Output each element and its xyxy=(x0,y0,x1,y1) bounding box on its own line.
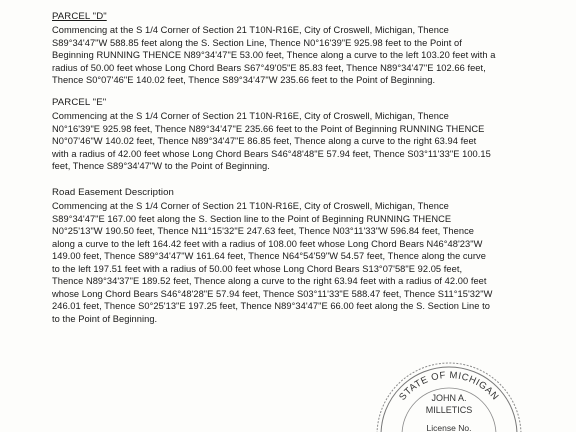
road-easement-line: N0°25'13"W 190.50 feet, Thence N11°15'32"E 247.63 feet, Thence N03°11'33"W 596.84 feet, Thence xyxy=(52,226,475,236)
parcel-e-line: with a radius of 42.00 feet whose Long Chord Bears S46°48'48"E 57.94 feet, Thence S03°11'33"E 100.15 xyxy=(52,148,491,159)
parcel-d-line: S89°34'47"W 588.85 feet along the S. Section Line, Thence N0°16'39"E 925.98 feet to the Point of xyxy=(52,37,462,48)
seal-state-text: STATE OF MICHIGAN xyxy=(397,369,501,403)
parcel-e-heading: PARCEL "E" xyxy=(52,97,107,108)
road-easement-description xyxy=(52,200,552,325)
road-easement-line: 149.00 feet, Thence S89°34'47"W 161.64 feet, Thence N64°54'59"W 54.57 feet, Thence along the curve xyxy=(52,251,486,261)
surveyor-seal xyxy=(374,360,524,432)
seal-graphic xyxy=(374,360,524,432)
parcel-d-line: Beginning RUNNING THENCE N89°34'47"E 53.00 feet, Thence along a curve to the left 103.20 feet with a xyxy=(52,50,496,60)
road-easement-line: Commencing at the S 1/4 Corner of Section 21 T10N-R16E, City of Croswell, Michigan, Thence xyxy=(52,201,449,211)
parcel-d-description xyxy=(52,24,552,87)
seal-license-label: License No. xyxy=(426,423,472,432)
road-easement-line: Thence N89°34'37"E 189.52 feet, Thence along a curve to the right 63.94 feet with a radius of 42.00 feet xyxy=(52,276,487,286)
road-easement-line: 246.01 feet, Thence S0°25'13"E 197.25 feet, Thence N89°34'47"E 66.00 feet along the S. Section Line to xyxy=(52,301,490,311)
road-easement-line: S89°34'47"E 167.00 feet along the S. Section line to the Point of Beginning RUNNING THENCE xyxy=(52,213,452,224)
parcel-d-line: radius of 50.00 feet whose Long Chord Bears S67°49'05"E 85.83 feet, Thence N89°34'47"E 102.66 feet, xyxy=(52,62,486,73)
road-easement-line: whose Long Chord Bears S46°48'28"E 57.94 feet, Thence S03°11'33"E 588.47 feet, Thence S11°15'32"W xyxy=(52,288,493,299)
parcel-e-line: Commencing at the S 1/4 Corner of Section 21 T10N-R16E, City of Croswell, Michigan, Thence xyxy=(52,111,449,121)
parcel-e-line: N0°07'46"W 140.02 feet, Thence N89°34'47"E 86.85 feet, Thence along a curve to the right 63.94 feet xyxy=(52,136,477,146)
parcel-d-heading: PARCEL "D" xyxy=(52,11,107,22)
seal-name-line2: MILLETICS xyxy=(425,405,473,415)
parcel-e-line: N0°16'39"E 925.98 feet, Thence N89°34'47"E 235.66 feet to the Point of Beginning RUNNING THENCE xyxy=(52,123,485,134)
parcel-e-description xyxy=(52,110,552,173)
seal-name-line1: JOHN A. xyxy=(431,393,467,403)
parcel-d-line: Thence S0°07'46"E 140.02 feet, Thence S89°34'47"W 235.66 feet to the Point of Beginning. xyxy=(52,75,436,85)
road-easement-line: to the Point of Beginning. xyxy=(52,313,158,324)
road-easement-heading: Road Easement Description xyxy=(52,187,174,198)
road-easement-line: along a curve to the left 164.42 feet with a radius of 108.00 feet whose Long Chord Bears N46°48'23"W xyxy=(52,238,483,249)
parcel-d-line: Commencing at the S 1/4 Corner of Section 21 T10N-R16E, City of Croswell, Michigan, Thence xyxy=(52,25,449,35)
parcel-e-line: feet, Thence S89°34'47"W to the Point of Beginning. xyxy=(52,161,270,171)
road-easement-line: to the left 197.51 feet with a radius of 50.00 feet whose Long Chord Bears S13°07'58"E 92.05 feet, xyxy=(52,263,463,274)
